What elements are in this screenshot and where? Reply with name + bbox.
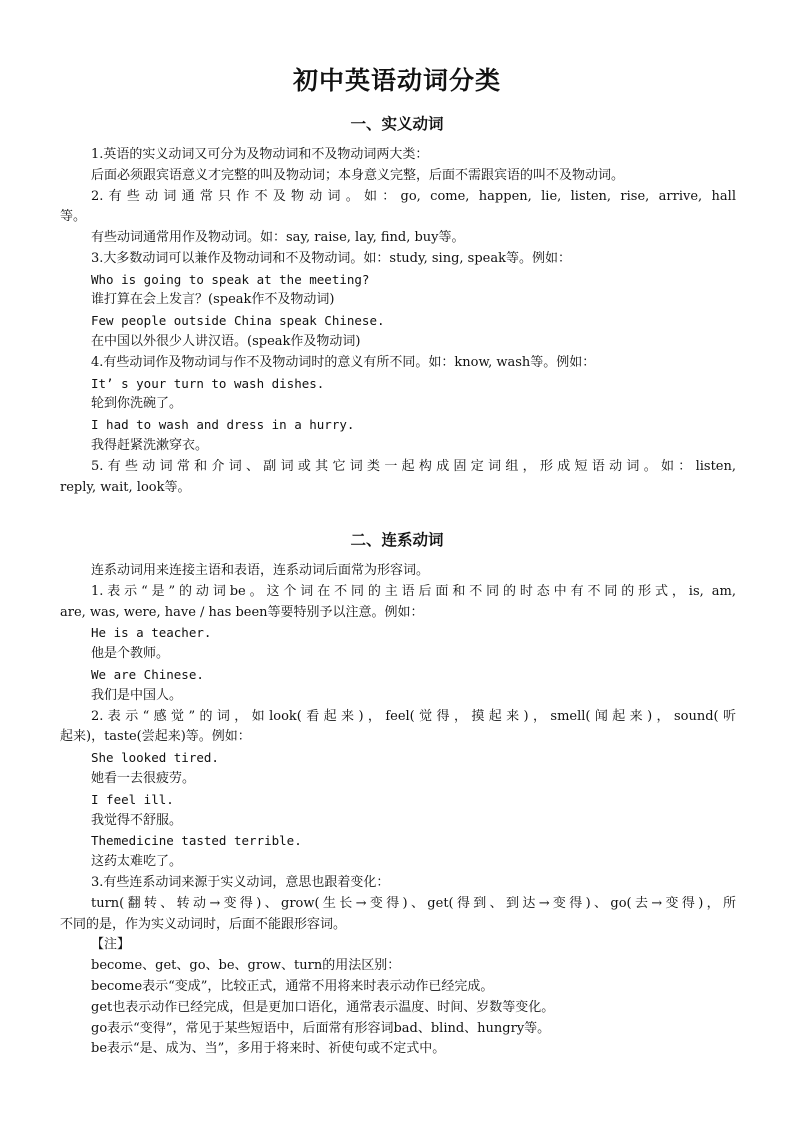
section-heading-1: 一、实义动词 — [350, 114, 444, 133]
paragraph-line: 2.有些动词通常只作不及物动词。如：go, come, happen, lie, listen, rise, arrive, hall — [91, 189, 736, 204]
paragraph-line: 后面必须跟宾语意义才完整的叫及物动词；本身意义完整，后面不需跟宾语的叫不及物动词。 — [91, 168, 625, 183]
example-translation: 这药太难吃了。 — [91, 854, 183, 869]
example-sentence: She looked tired. — [91, 750, 219, 765]
section-heading-2: 二、连系动词 — [350, 530, 444, 549]
example-translation: 她看一去很疲劳。 — [91, 771, 196, 786]
paragraph-line: get也表示动作已经完成，但是更加口语化，通常表示温度、时间、岁数等变化。 — [91, 1000, 555, 1015]
paragraph-line: 等。 — [60, 209, 87, 224]
example-translation: 我觉得不舒服。 — [91, 813, 183, 828]
example-sentence: It’ s your turn to wash dishes. — [91, 376, 325, 391]
paragraph-line: become表示“变成”，比较正式，通常不用将来时表示动作已经完成。 — [91, 979, 494, 994]
document-title: 初中英语动词分类 — [292, 66, 501, 95]
paragraph-line: are, was, were, have / has been等要特别予以注意。例如： — [60, 605, 424, 620]
paragraph-line: turn(翻转、转动→变得)、grow(生长→变得)、get(得到、到达→变得)、go(去→变得)，所 — [91, 896, 736, 911]
example-translation: 我得赶紧洗漱穿衣。 — [91, 438, 209, 453]
example-translation: 轮到你洗碗了。 — [91, 396, 183, 411]
example-sentence: I had to wash and dress in a hurry. — [91, 417, 355, 432]
example-sentence: He is a teacher. — [91, 625, 212, 640]
example-translation: 我们是中国人。 — [91, 688, 183, 703]
example-sentence: We are Chinese. — [91, 667, 204, 682]
example-sentence: Themedicine tasted terrible. — [91, 833, 302, 848]
paragraph-line: 3.有些连系动词来源于实义动词，意思也跟着变化： — [91, 875, 390, 890]
paragraph-line: 4.有些动词作及物动词与作不及物动词时的意义有所不同。如：know, wash等。例如： — [91, 355, 596, 370]
example-sentence: I feel ill. — [91, 792, 174, 807]
example-sentence: Few people outside China speak Chinese. — [91, 313, 385, 328]
paragraph-line: 3.大多数动词可以兼作及物动词和不及物动词。如：study, sing, speak等。例如： — [91, 251, 571, 266]
note-label: 【注】 — [91, 937, 131, 952]
paragraph-line: 不同的是，作为实义动词时，后面不能跟形容词。 — [60, 917, 347, 932]
example-translation: 在中国以外很少人讲汉语。(speak作及物动词) — [91, 334, 361, 349]
paragraph-line: 2.表示“感觉”的词，如look(看起来)，feel(觉得，摸起来)，smell(闻起来)，sound(听 — [91, 709, 736, 724]
paragraph-line: 1.表示“是”的动词be。这个词在不同的主语后面和不同的时态中有不同的形式，is, am, — [91, 584, 736, 599]
paragraph-line: 有些动词通常用作及物动词。如：say, raise, lay, find, buy等。 — [91, 230, 465, 245]
paragraph-line: 起来)，taste(尝起来)等。例如： — [60, 729, 251, 744]
paragraph-line: 5.有些动词常和介词、副词或其它词类一起构成固定词组，形成短语动词。如：listen, — [91, 459, 736, 474]
paragraph-line: become、get、go、be、grow、turn的用法区别： — [91, 958, 401, 973]
paragraph-line: 1.英语的实义动词又可分为及物动词和不及物动词两大类： — [91, 147, 429, 162]
paragraph-line: 连系动词用来连接主语和表语，连系动词后面常为形容词。 — [91, 563, 430, 578]
paragraph-line: go表示“变得”，常见于某些短语中，后面常有形容词bad、blind、hungry等。 — [91, 1021, 551, 1036]
example-translation: 谁打算在会上发言？(speak作不及物动词) — [91, 292, 335, 307]
example-translation: 他是个教师。 — [91, 646, 170, 661]
example-sentence: Who is going to speak at the meeting? — [91, 272, 370, 287]
paragraph-line: reply, wait, look等。 — [60, 480, 191, 495]
paragraph-line: be表示“是、成为、当”，多用于将来时、祈使句或不定式中。 — [91, 1041, 446, 1056]
